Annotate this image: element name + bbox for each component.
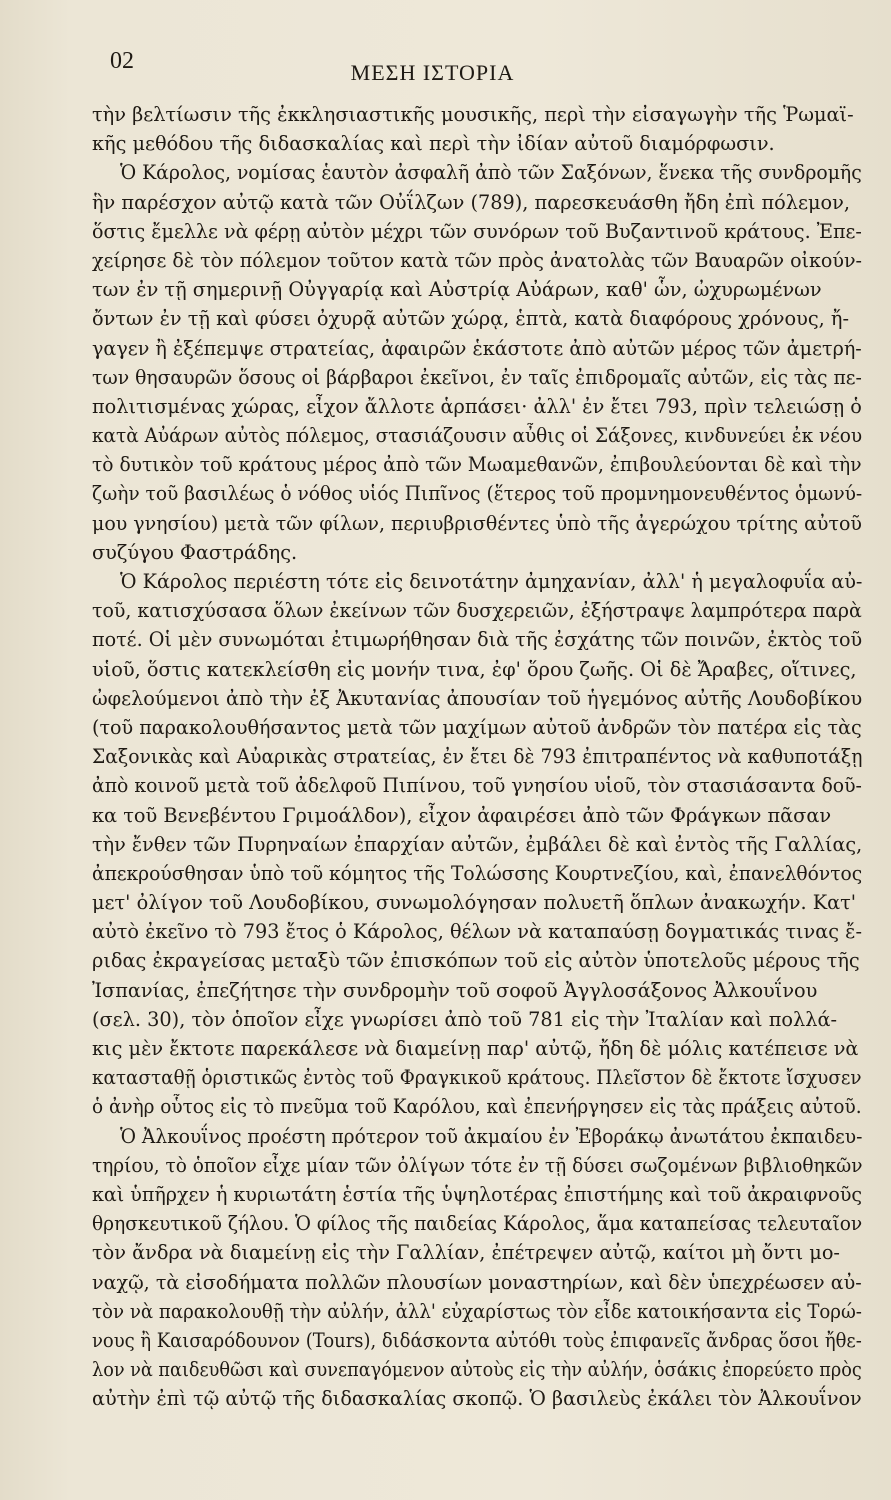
text-line: κατὰ Αὐάρων αὐτὸς πόλεμος, στασιάζουσιν αὖθις οἱ Σάξονες, κινδυνεύει ἐκ νέου [92, 424, 862, 448]
text-line: αὐτὸ ἐκεῖνο τὸ 793 ἔτος ὁ Κάρολος, θέλων νὰ καταπαύσῃ δογματικάς τινας ἔ- [92, 920, 862, 944]
text-line: κῆς μεθόδου τῆς διδασκαλίας καὶ περὶ τὴν ἰδίαν αὐτοῦ διαμόρφωσιν. [92, 132, 775, 156]
text-line: καὶ ὑπῆρχεν ἡ κυριωτάτη ἑστία τῆς ὑψηλοτέρας ἐπιστήμης καὶ τοῦ ἀκραιφνοῦς [92, 1182, 862, 1206]
text-line: αὐτὴν ἐπὶ τῷ αὐτῷ τῆς διδασκαλίας σκοπῷ. Ὁ βασιλεὺς ἐκάλει τὸν Ἀλκουΐνον [92, 1387, 862, 1411]
text-line: υἱοῦ, ὅστις κατεκλείσθη εἰς μονήν τινα, ἐφ' ὅρου ζωῆς. Οἱ δὲ Ἄραβες, οἵτινες, [92, 657, 857, 681]
text-line: τὸν ἄνδρα νὰ διαμείνῃ εἰς τὴν Γαλλίαν, ἐπέτρεψεν αὐτῷ, καίτοι μὴ ὄντι μο- [92, 1241, 840, 1265]
text-line: τὸν νὰ παρακολουθῇ τὴν αὐλήν, ἀλλ' εὐχαρίστως τὸν εἶδε κατοικήσαντα εἰς Τορώ- [92, 1299, 862, 1323]
text-line: κα τοῦ Βενεβέντου Γριμοάλδον), εἶχον ἀφαιρέσει ἀπὸ τῶν Φράγκων πᾶσαν [92, 803, 832, 827]
text-line: ἀπεκρούσθησαν ὑπὸ τοῦ κόμητος τῆς Τολώσσης Κουρτνεζίου, καὶ, ἐπανελθόντος [92, 861, 862, 885]
text-line: ὁ ἀνὴρ οὗτος εἰς τὸ πνεῦμα τοῦ Καρόλου, καὶ ἐπενήργησεν εἰς τὰς πράξεις αὐτοῦ. [92, 1095, 862, 1119]
text-line: συζύγου Φαστράδης. [92, 540, 298, 564]
text-line: Σαξονικὰς καὶ Αὐαρικὰς στρατείας, ἐν ἔτει δὲ 793 ἐπιτραπέντος νὰ καθυποτάξῃ [92, 745, 862, 769]
text-line: γαγεν ἢ ἐξέπεμψε στρατείας, ἀφαιρῶν ἑκάστοτε ἀπὸ αὐτῶν μέρος τῶν ἀμετρή- [92, 336, 862, 360]
text-line: ὄντων ἐν τῇ καὶ φύσει ὀχυρᾷ αὐτῶν χώρᾳ, ἑπτὰ, κατὰ διαφόρους χρόνους, ἤ- [92, 307, 849, 331]
page-header [92, 40, 853, 94]
running-title: ΜΕΣΗ ΙΣΤΟΡΙΑ [350, 60, 515, 85]
text-line: Ὁ Κάρολος, νομίσας ἑαυτὸν ἀσφαλῆ ἀπὸ τῶν Σαξόνων, ἕνεκα τῆς συνδρομῆς [120, 161, 862, 185]
text-line: τηρίου, τὸ ὁποῖον εἶχε μίαν τῶν ὀλίγων τότε ἐν τῇ δύσει σωζομένων βιβλιοθηκῶν [92, 1153, 862, 1177]
text-line: Ἰσπανίας, ἐπεζήτησε τὴν συνδρομὴν τοῦ σοφοῦ Ἀγγλοσάξονος Ἀλκουΐνου [92, 978, 818, 1002]
text-line: νους ἢ Καισαρόδουνον (Tours), διδάσκοντα αὐτόθι τοὺς ἐπιφανεῖς ἄνδρας ὅσοι ἤθε- [92, 1328, 862, 1352]
text-line: ὠφελούμενοι ἀπὸ τὴν ἐξ Ἀκυτανίας ἀπουσίαν τοῦ ἡγεμόνος αὐτῆς Λουδοβίκου [92, 686, 862, 710]
text-line: Ὁ Ἀλκουΐνος προέστη πρότερον τοῦ ἀκμαίου ἐν Ἐβοράκῳ ἀνωτάτου ἐκπαιδευ- [120, 1124, 862, 1148]
text-line: χείρησε δὲ τὸν πόλεμον τοῦτον κατὰ τῶν πρὸς ἀνατολὰς τῶν Βαυαρῶν οἰκούν- [92, 248, 862, 272]
text-line: πολιτισμένας χώρας, εἶχον ἄλλοτε ἁρπάσει· ἀλλ' ἐν ἔτει 793, πρὶν τελειώσῃ ὁ [92, 394, 862, 418]
text-line: (τοῦ παρακολουθήσαντος μετὰ τῶν μαχίμων αὐτοῦ ἀνδρῶν τὸν πατέρα εἰς τὰς [92, 715, 862, 739]
text-line: των θησαυρῶν ὅσους οἱ βάρβαροι ἐκεῖνοι, ἐν ταῖς ἐπιδρομαῖς αὐτῶν, εἰς τὰς πε- [92, 365, 862, 389]
text-line: τοῦ, κατισχύσασα ὅλων ἐκείνων τῶν δυσχερειῶν, ἐξήστραψε λαμπρότερα παρὰ [92, 599, 862, 623]
text-line: Ὁ Κάρολος περιέστη τότε εἰς δεινοτάτην ἀμηχανίαν, ἀλλ' ἡ μεγαλοφυΐα αὐ- [120, 570, 862, 593]
text-line: τὴν ἔνθεν τῶν Πυρηναίων ἐπαρχίαν αὐτῶν, ἐμβάλει δὲ καὶ ἐντὸς τῆς Γαλλίας, [92, 832, 862, 856]
text-line: ποτέ. Οἱ μὲν συνωμόται ἐτιμωρήθησαν διὰ τῆς ἐσχάτης τῶν ποινῶν, ἐκτὸς τοῦ [92, 628, 862, 652]
text-line: των ἐν τῇ σημερινῇ Οὐγγαρίᾳ καὶ Αὐστρίᾳ Αὐάρων, καθ' ὧν, ὠχυρωμένων [92, 278, 822, 302]
text-line: ναχῷ, τὰ εἰσοδήματα πολλῶν πλουσίων μοναστηρίων, καὶ δὲν ὑπεχρέωσεν αὐ- [92, 1270, 862, 1294]
text-line: ριδας ἐκραγείσας μεταξὺ τῶν ἐπισκόπων τοῦ εἰς αὐτὸν ὑποτελοῦς μέρους τῆς [92, 949, 860, 973]
text-line: (σελ. 30), τὸν ὁποῖον εἶχε γνωρίσει ἀπὸ τοῦ 781 εἰς τὴν Ἰταλίαν καὶ πολλά- [92, 1007, 837, 1031]
text-line: ὅστις ἔμελλε νὰ φέρῃ αὐτὸν μέχρι τῶν συνόρων τοῦ Βυζαντινοῦ κράτους. Ἐπε- [92, 219, 862, 243]
text-line: μετ' ὀλίγον τοῦ Λουδοβίκου, συνωμολόγησαν πολυετῆ ὅπλων ἀνακωχήν. Κατ' [92, 891, 857, 915]
text-line: τὸ δυτικὸν τοῦ κράτους μέρος ἀπὸ τῶν Μωαμεθανῶν, ἐπιβουλεύονται δὲ καὶ τὴν [92, 453, 862, 477]
text-line: θρησκευτικοῦ ζήλου. Ὁ φίλος τῆς παιδείας Κάρολος, ἅμα καταπείσας τελευταῖον [92, 1212, 862, 1236]
text-line: κατασταθῇ ὁριστικῶς ἐντὸς τοῦ Φραγκικοῦ κράτους. Πλεῖστον δὲ ἔκτοτε ἴσχυσεν [92, 1066, 862, 1090]
text-line: μου γνησίου) μετὰ τῶν φίλων, περιυβρισθέντες ὑπὸ τῆς ἀγερώχου τρίτης αὐτοῦ [92, 511, 862, 535]
text-line: κις μὲν ἔκτοτε παρεκάλεσε νὰ διαμείνῃ παρ' αὐτῷ, ἤδη δὲ μόλις κατέπεισε νὰ [92, 1037, 859, 1060]
text-line: τὴν βελτίωσιν τῆς ἐκκλησιαστικῆς μουσικῆς, περὶ τὴν εἰσαγωγὴν τῆς Ῥωμαϊ- [92, 103, 854, 126]
text-line: λον νὰ παιδευθῶσι καὶ συνεπαγόμενον αὐτοὺς εἰς τὴν αὐλήν, ὁσάκις ἐπορεύετο πρὸς [92, 1358, 862, 1382]
page-number: 02 [110, 48, 134, 74]
body-text [92, 100, 862, 1413]
text-line: ἀπὸ κοινοῦ μετὰ τοῦ ἀδελφοῦ Πιπίνου, τοῦ γνησίου υἱοῦ, τὸν στασιάσαντα δοῦ- [92, 774, 862, 798]
text-line: ζωὴν τοῦ βασιλέως ὁ νόθος υἱός Πιπῖνος (ἕτερος τοῦ προμνημονευθέντος ὁμωνύ- [92, 482, 862, 506]
text-line: ἣν παρέσχον αὐτῷ κατὰ τῶν Οὐΐλζων (789), παρεσκευάσθη ἤδη ἐπὶ πόλεμον, [92, 190, 850, 214]
